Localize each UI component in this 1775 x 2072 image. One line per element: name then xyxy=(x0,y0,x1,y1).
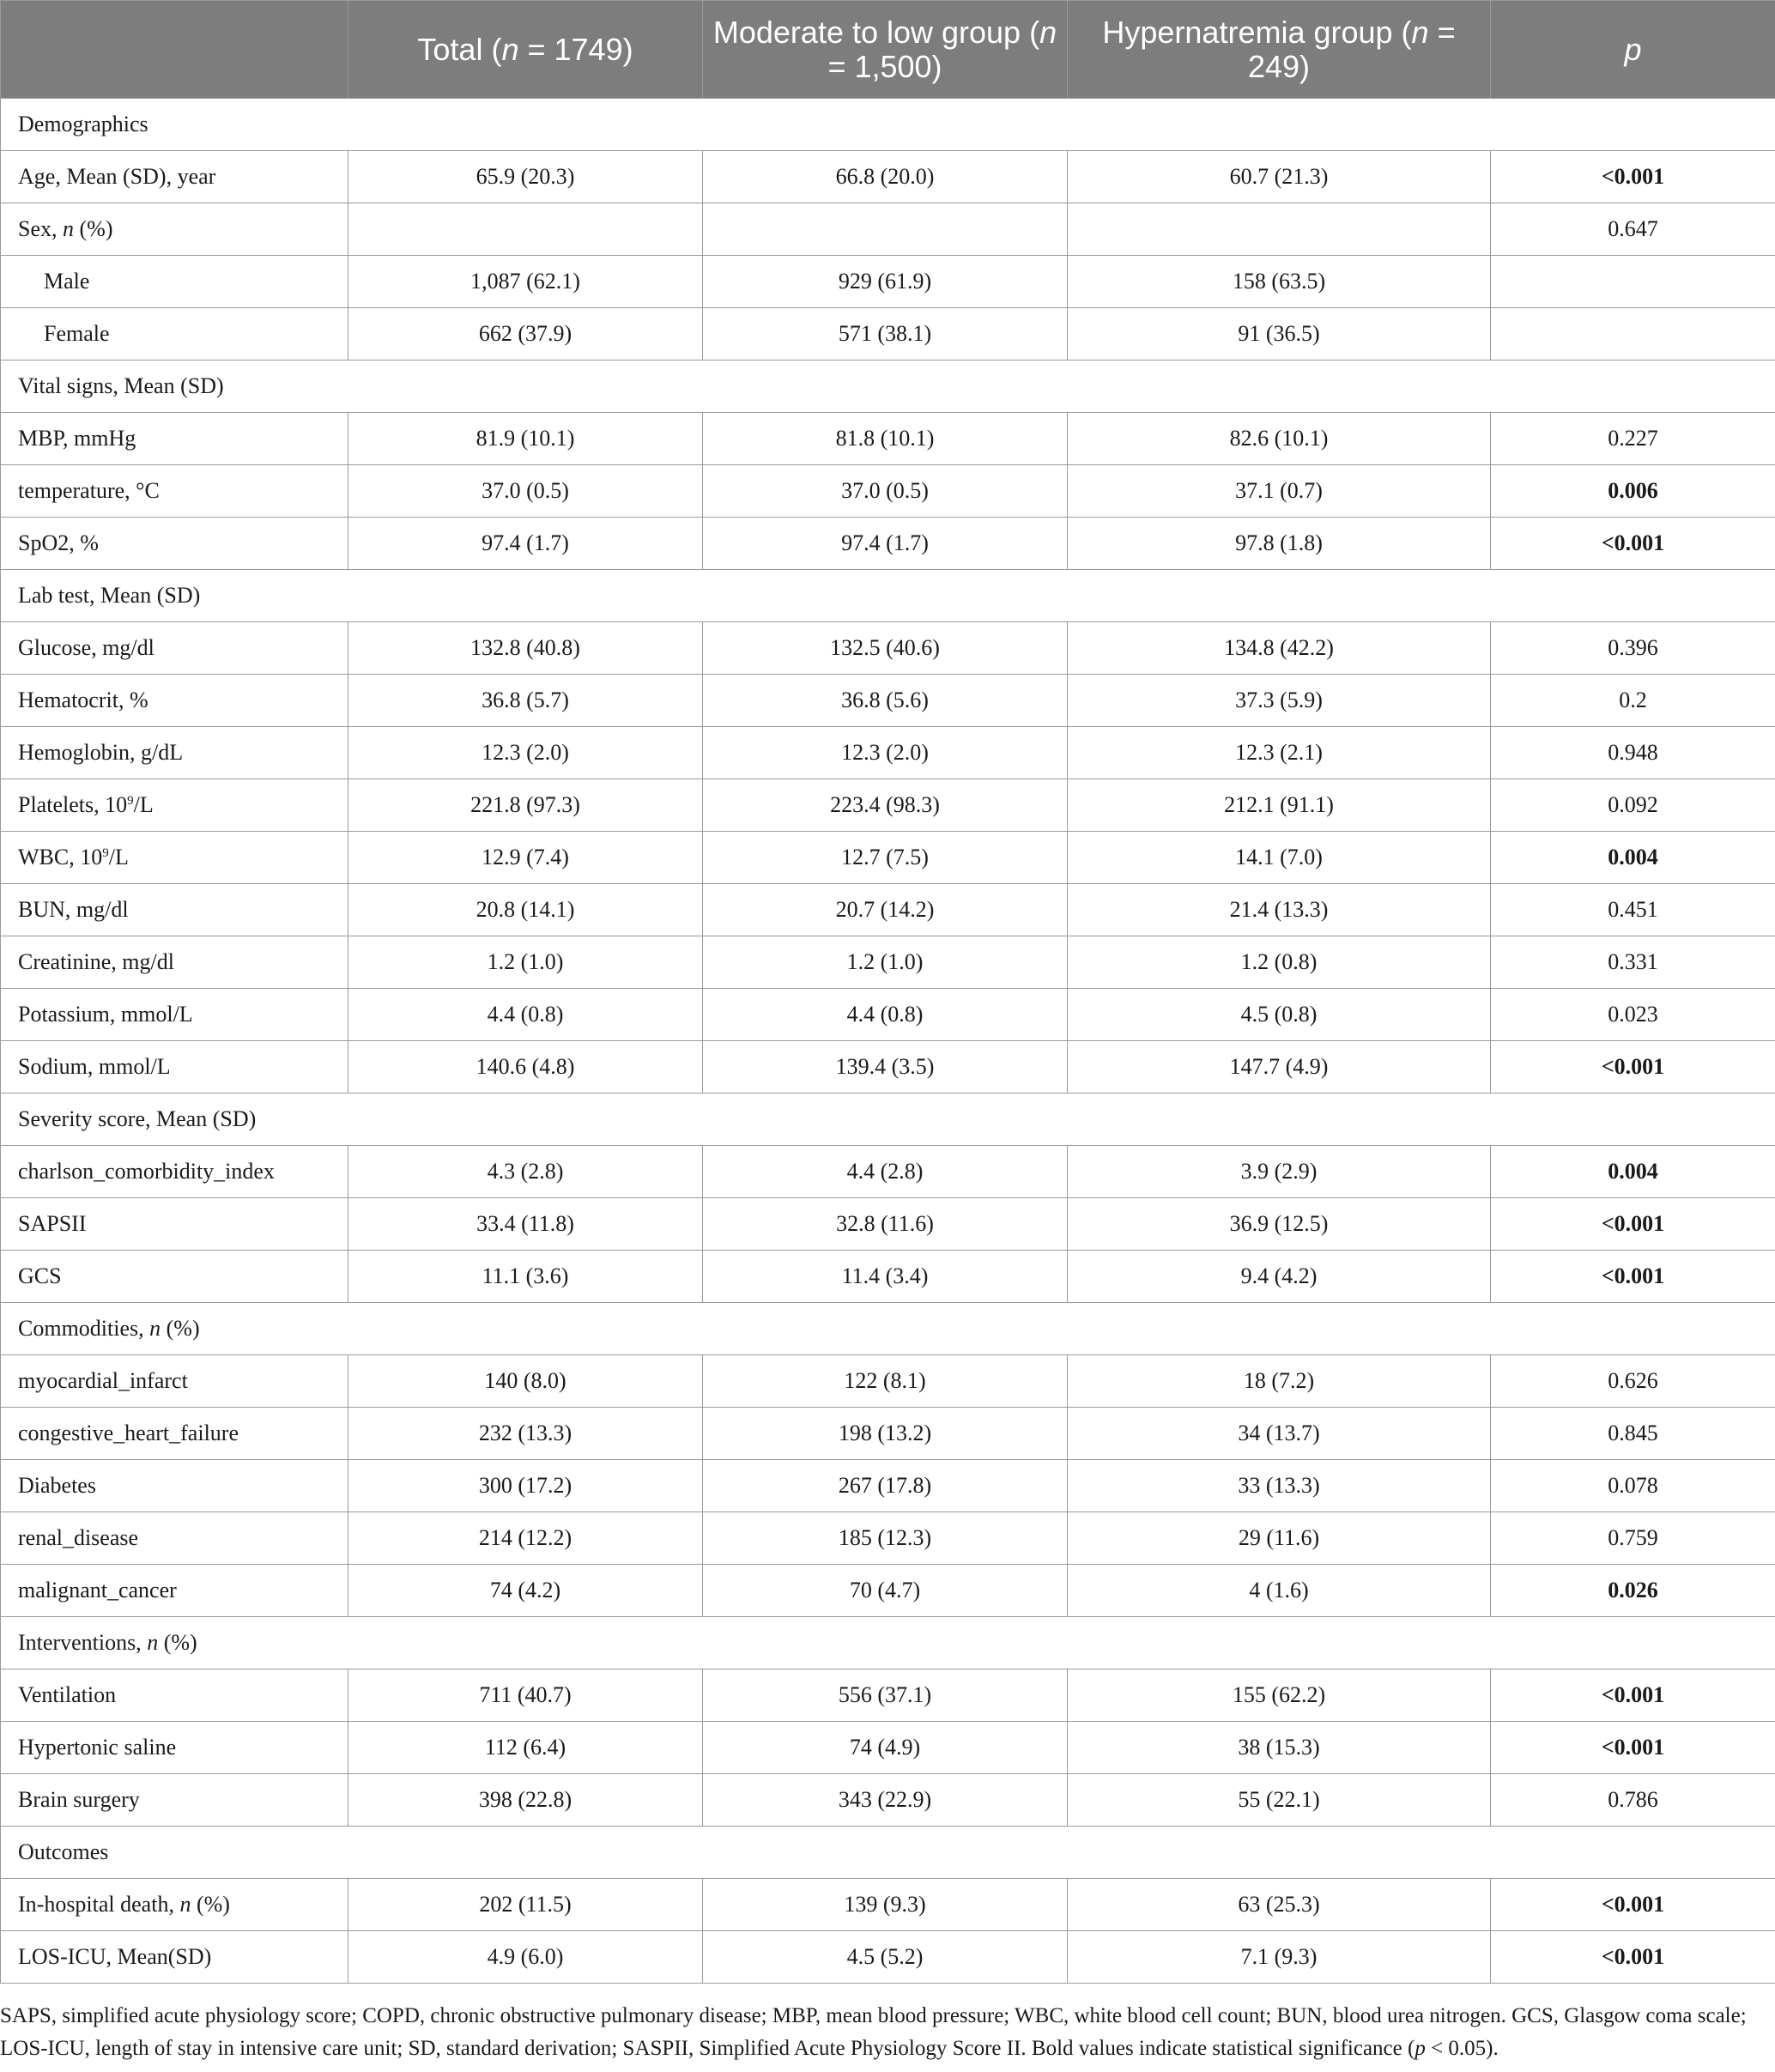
table-header xyxy=(1,1,1775,99)
label-text: BUN, mg/dl xyxy=(18,897,129,922)
cell-hyper: 55 (22.1) xyxy=(1068,1774,1491,1827)
label-suffix: (%) xyxy=(191,1892,230,1917)
cell-p: 0.626 xyxy=(1491,1355,1775,1408)
section-heading xyxy=(1,360,1775,413)
cell-hyper: 158 (63.5) xyxy=(1068,256,1491,308)
section-heading xyxy=(1,1617,1775,1669)
cell-total: 132.8 (40.8) xyxy=(348,622,703,675)
table-row xyxy=(1,727,1775,779)
row-label xyxy=(1,779,348,832)
cell-low: 1.2 (1.0) xyxy=(703,936,1068,989)
header-italic: n xyxy=(1411,14,1429,50)
cell-low: 122 (8.1) xyxy=(703,1355,1068,1408)
cell-hyper: 36.9 (12.5) xyxy=(1068,1198,1491,1251)
label-suffix: /L xyxy=(108,845,129,869)
cell-total: 4.9 (6.0) xyxy=(348,1931,703,1984)
row-label xyxy=(1,1565,348,1617)
table-body xyxy=(1,99,1775,1984)
section-row xyxy=(1,1617,1775,1669)
cell-total: 37.0 (0.5) xyxy=(348,465,703,518)
cell-hyper: 3.9 (2.9) xyxy=(1068,1146,1491,1198)
header-cell-2 xyxy=(703,1,1068,99)
cell-total: 20.8 (14.1) xyxy=(348,884,703,936)
table-row xyxy=(1,622,1775,675)
cell-low: 12.3 (2.0) xyxy=(703,727,1068,779)
cell-low: 66.8 (20.0) xyxy=(703,151,1068,203)
label-suffix: (%) xyxy=(74,216,113,241)
cell-hyper: 155 (62.2) xyxy=(1068,1669,1491,1722)
table-row xyxy=(1,1669,1775,1722)
cell-p: 0.006 xyxy=(1491,465,1775,518)
cell-p: 0.451 xyxy=(1491,884,1775,936)
cell-low: 74 (4.9) xyxy=(703,1722,1068,1774)
label-text: charlson_comorbidity_index xyxy=(18,1159,275,1184)
cell-low: 571 (38.1) xyxy=(703,308,1068,360)
cell-total: 221.8 (97.3) xyxy=(348,779,703,832)
row-label xyxy=(1,1251,348,1303)
cell-hyper: 14.1 (7.0) xyxy=(1068,832,1491,884)
cell-hyper: 4.5 (0.8) xyxy=(1068,989,1491,1041)
cell-low: 185 (12.3) xyxy=(703,1512,1068,1565)
cell-p: <0.001 xyxy=(1491,1879,1775,1931)
row-label xyxy=(1,1146,348,1198)
cell-p: 0.759 xyxy=(1491,1512,1775,1565)
label-text: Vital signs, Mean (SD) xyxy=(18,373,224,398)
cell-low: 4.4 (0.8) xyxy=(703,989,1068,1041)
cell-p: 0.004 xyxy=(1491,1146,1775,1198)
row-label xyxy=(1,989,348,1041)
cell-low: 81.8 (10.1) xyxy=(703,413,1068,465)
cell-total: 12.9 (7.4) xyxy=(348,832,703,884)
cell-low: 139.4 (3.5) xyxy=(703,1041,1068,1094)
section-heading xyxy=(1,1094,1775,1146)
label-text: Lab test, Mean (SD) xyxy=(18,583,201,608)
row-label xyxy=(1,1931,348,1984)
cell-total: 711 (40.7) xyxy=(348,1669,703,1722)
section-heading xyxy=(1,1827,1775,1879)
row-label xyxy=(1,884,348,936)
cell-p: <0.001 xyxy=(1491,1931,1775,1984)
cell-p: 0.004 xyxy=(1491,832,1775,884)
label-text: renal_disease xyxy=(18,1525,139,1550)
label-text: SpO2, % xyxy=(18,530,99,555)
cell-p xyxy=(1491,256,1775,308)
cell-hyper: 4 (1.6) xyxy=(1068,1565,1491,1617)
label-text: Hemoglobin, g/dL xyxy=(18,740,184,765)
cell-p: 0.2 xyxy=(1491,675,1775,727)
cell-total: 1.2 (1.0) xyxy=(348,936,703,989)
cell-hyper: 82.6 (10.1) xyxy=(1068,413,1491,465)
header-italic: n xyxy=(1039,14,1057,50)
label-text: Diabetes xyxy=(18,1473,96,1498)
cell-total: 81.9 (10.1) xyxy=(348,413,703,465)
label-suffix: /L xyxy=(133,792,154,817)
label-text: Commodities, xyxy=(18,1316,150,1341)
row-label xyxy=(1,151,348,203)
cell-p: 0.396 xyxy=(1491,622,1775,675)
header-text-end: = 249) xyxy=(1247,14,1456,84)
cell-hyper: 91 (36.5) xyxy=(1068,308,1491,360)
cell-total: 97.4 (1.7) xyxy=(348,518,703,570)
cell-hyper: 18 (7.2) xyxy=(1068,1355,1491,1408)
header-row xyxy=(1,1,1775,99)
row-label xyxy=(1,1722,348,1774)
table-row xyxy=(1,256,1775,308)
row-label xyxy=(1,413,348,465)
cell-total: 140 (8.0) xyxy=(348,1355,703,1408)
label-text: Hypertonic saline xyxy=(18,1735,177,1760)
section-heading xyxy=(1,1303,1775,1355)
cell-p: <0.001 xyxy=(1491,1669,1775,1722)
cell-hyper: 34 (13.7) xyxy=(1068,1408,1491,1460)
footnote-text: SAPS, simplified acute physiology score; COPD, chronic obstructive pulmonary disease; MBP, mean blood pressure; WBC, white blood cell count; BUN, blood urea nitrogen. GCS, Glasgow coma scale; LOS-ICU, length of stay in intensive care unit; SD, standard derivation; SASPII, Simplified Acute Physiology Score II. Bold values indicate statistical significance ( xyxy=(0,2004,1747,2060)
header-italic: n xyxy=(501,31,519,67)
row-label xyxy=(1,832,348,884)
cell-low: 12.7 (7.5) xyxy=(703,832,1068,884)
table-row xyxy=(1,413,1775,465)
label-text: Interventions, xyxy=(18,1630,148,1655)
cell-hyper: 212.1 (91.1) xyxy=(1068,779,1491,832)
cell-p: 0.092 xyxy=(1491,779,1775,832)
table-row xyxy=(1,884,1775,936)
label-text: Potassium, mmol/L xyxy=(18,1002,193,1027)
label-text: Female xyxy=(44,321,110,346)
cell-total: 398 (22.8) xyxy=(348,1774,703,1827)
cell-p: <0.001 xyxy=(1491,518,1775,570)
cell-hyper: 33 (13.3) xyxy=(1068,1460,1491,1512)
cell-hyper: 38 (15.3) xyxy=(1068,1722,1491,1774)
cell-p: <0.001 xyxy=(1491,1251,1775,1303)
cell-total: 232 (13.3) xyxy=(348,1408,703,1460)
table-row xyxy=(1,203,1775,256)
cell-total: 65.9 (20.3) xyxy=(348,151,703,203)
table-row xyxy=(1,675,1775,727)
cell-low: 4.5 (5.2) xyxy=(703,1931,1068,1984)
cell-total: 1,087 (62.1) xyxy=(348,256,703,308)
cell-total: 33.4 (11.8) xyxy=(348,1198,703,1251)
label-text: myocardial_infarct xyxy=(18,1368,188,1393)
cell-low: 223.4 (98.3) xyxy=(703,779,1068,832)
cell-p: 0.227 xyxy=(1491,413,1775,465)
table-row xyxy=(1,989,1775,1041)
section-row xyxy=(1,1827,1775,1879)
row-label xyxy=(1,518,348,570)
label-text: temperature, °C xyxy=(18,478,160,503)
cell-hyper: 37.3 (5.9) xyxy=(1068,675,1491,727)
cell-p: 0.026 xyxy=(1491,1565,1775,1617)
cell-total: 36.8 (5.7) xyxy=(348,675,703,727)
cell-low: 36.8 (5.6) xyxy=(703,675,1068,727)
label-text: Sodium, mmol/L xyxy=(18,1054,171,1079)
row-label xyxy=(1,622,348,675)
cell-hyper: 1.2 (0.8) xyxy=(1068,936,1491,989)
label-text: Platelets, 10 xyxy=(18,792,128,817)
cell-hyper: 60.7 (21.3) xyxy=(1068,151,1491,203)
cell-low: 139 (9.3) xyxy=(703,1879,1068,1931)
cell-p: 0.331 xyxy=(1491,936,1775,989)
header-cell-3 xyxy=(1068,1,1491,99)
row-label xyxy=(1,1198,348,1251)
cell-total: 11.1 (3.6) xyxy=(348,1251,703,1303)
section-row xyxy=(1,1303,1775,1355)
cell-total: 214 (12.2) xyxy=(348,1512,703,1565)
cell-p: <0.001 xyxy=(1491,1198,1775,1251)
table-row xyxy=(1,1931,1775,1984)
label-superscript: 9 xyxy=(127,794,134,808)
row-label xyxy=(1,1408,348,1460)
table-row xyxy=(1,1251,1775,1303)
label-text: Sex, xyxy=(18,216,63,241)
label-text: GCS xyxy=(18,1263,62,1288)
label-superscript: 9 xyxy=(102,846,109,860)
label-text: congestive_heart_failure xyxy=(18,1421,239,1445)
row-label xyxy=(1,1355,348,1408)
row-label xyxy=(1,1774,348,1827)
label-text: Severity score, Mean (SD) xyxy=(18,1106,257,1131)
cell-total: 202 (11.5) xyxy=(348,1879,703,1931)
table-row xyxy=(1,1460,1775,1512)
label-text: MBP, mmHg xyxy=(18,426,136,451)
table-row xyxy=(1,1408,1775,1460)
table-row xyxy=(1,1355,1775,1408)
cell-low xyxy=(703,203,1068,256)
cell-p xyxy=(1491,308,1775,360)
row-label xyxy=(1,675,348,727)
label-italic: n xyxy=(63,216,74,241)
cell-hyper xyxy=(1068,203,1491,256)
cell-low: 97.4 (1.7) xyxy=(703,518,1068,570)
cell-total: 4.4 (0.8) xyxy=(348,989,703,1041)
row-label xyxy=(1,308,348,360)
row-label xyxy=(1,465,348,518)
header-text-end: = 1749) xyxy=(518,31,633,67)
header-cell-4 xyxy=(1491,1,1775,99)
cell-low: 32.8 (11.6) xyxy=(703,1198,1068,1251)
label-text: In-hospital death, xyxy=(18,1892,180,1917)
label-text: Brain surgery xyxy=(18,1787,140,1812)
cell-hyper: 9.4 (4.2) xyxy=(1068,1251,1491,1303)
table-row xyxy=(1,1041,1775,1094)
label-text: WBC, 10 xyxy=(18,845,103,869)
table-row xyxy=(1,1198,1775,1251)
section-row xyxy=(1,360,1775,413)
cell-p: 0.078 xyxy=(1491,1460,1775,1512)
cell-p: 0.647 xyxy=(1491,203,1775,256)
footnote-p-symbol: p xyxy=(1415,2037,1426,2060)
footnote-text-end: < 0.05). xyxy=(1425,2037,1499,2060)
label-text: Age, Mean (SD), year xyxy=(18,164,216,189)
label-text: Glucose, mg/dl xyxy=(18,635,154,660)
cell-low: 132.5 (40.6) xyxy=(703,622,1068,675)
table-footnote xyxy=(0,2000,1760,2065)
row-label xyxy=(1,1460,348,1512)
cell-hyper: 7.1 (9.3) xyxy=(1068,1931,1491,1984)
table-row xyxy=(1,1146,1775,1198)
label-text: Male xyxy=(44,269,90,294)
cell-low: 20.7 (14.2) xyxy=(703,884,1068,936)
section-row xyxy=(1,1094,1775,1146)
label-italic: n xyxy=(147,1630,159,1655)
table-row xyxy=(1,832,1775,884)
section-row xyxy=(1,570,1775,622)
table-row xyxy=(1,1565,1775,1617)
cell-hyper: 97.8 (1.8) xyxy=(1068,518,1491,570)
header-text-end: = 1,500) xyxy=(827,48,942,84)
table-row xyxy=(1,1774,1775,1827)
cell-p: 0.023 xyxy=(1491,989,1775,1041)
header-text: Total ( xyxy=(417,31,502,67)
cell-p: 0.948 xyxy=(1491,727,1775,779)
table-row xyxy=(1,518,1775,570)
cell-hyper: 29 (11.6) xyxy=(1068,1512,1491,1565)
row-label xyxy=(1,1512,348,1565)
cell-hyper: 134.8 (42.2) xyxy=(1068,622,1491,675)
cell-total xyxy=(348,203,703,256)
cell-p: <0.001 xyxy=(1491,151,1775,203)
cell-low: 11.4 (3.4) xyxy=(703,1251,1068,1303)
cell-hyper: 12.3 (2.1) xyxy=(1068,727,1491,779)
cell-p: <0.001 xyxy=(1491,1722,1775,1774)
header-text: Hypernatremia group ( xyxy=(1102,14,1412,50)
cell-hyper: 147.7 (4.9) xyxy=(1068,1041,1491,1094)
cell-p: 0.786 xyxy=(1491,1774,1775,1827)
cell-p: 0.845 xyxy=(1491,1408,1775,1460)
cell-hyper: 21.4 (13.3) xyxy=(1068,884,1491,936)
label-text: Outcomes xyxy=(18,1839,109,1864)
section-row xyxy=(1,99,1775,151)
cell-hyper: 37.1 (0.7) xyxy=(1068,465,1491,518)
row-label xyxy=(1,256,348,308)
label-text: SAPSII xyxy=(18,1211,87,1236)
header-text: Moderate to low group ( xyxy=(712,14,1040,50)
table-row xyxy=(1,1512,1775,1565)
section-heading xyxy=(1,570,1775,622)
table-row xyxy=(1,151,1775,203)
label-text: Demographics xyxy=(18,112,148,136)
cell-low: 343 (22.9) xyxy=(703,1774,1068,1827)
label-text: Creatinine, mg/dl xyxy=(18,949,174,974)
cell-total: 140.6 (4.8) xyxy=(348,1041,703,1094)
label-text: Ventilation xyxy=(18,1682,117,1707)
label-suffix: (%) xyxy=(158,1630,197,1655)
cell-hyper: 63 (25.3) xyxy=(1068,1879,1491,1931)
label-text: Hematocrit, % xyxy=(18,688,148,712)
label-italic: n xyxy=(179,1892,191,1917)
row-label xyxy=(1,1041,348,1094)
cell-low: 556 (37.1) xyxy=(703,1669,1068,1722)
cell-low: 267 (17.8) xyxy=(703,1460,1068,1512)
label-italic: n xyxy=(149,1316,161,1341)
cell-low: 70 (4.7) xyxy=(703,1565,1068,1617)
row-label xyxy=(1,936,348,989)
cell-total: 112 (6.4) xyxy=(348,1722,703,1774)
cell-total: 662 (37.9) xyxy=(348,308,703,360)
cell-total: 74 (4.2) xyxy=(348,1565,703,1617)
table-row xyxy=(1,308,1775,360)
cell-low: 929 (61.9) xyxy=(703,256,1068,308)
section-heading xyxy=(1,99,1775,151)
cell-low: 37.0 (0.5) xyxy=(703,465,1068,518)
row-label xyxy=(1,203,348,256)
cell-total: 12.3 (2.0) xyxy=(348,727,703,779)
cell-p: <0.001 xyxy=(1491,1041,1775,1094)
cell-total: 4.3 (2.8) xyxy=(348,1146,703,1198)
header-cell-1 xyxy=(348,1,703,99)
cell-total: 300 (17.2) xyxy=(348,1460,703,1512)
header-cell-empty xyxy=(1,1,348,99)
cell-low: 198 (13.2) xyxy=(703,1408,1068,1460)
cell-low: 4.4 (2.8) xyxy=(703,1146,1068,1198)
table-row xyxy=(1,1879,1775,1931)
row-label xyxy=(1,727,348,779)
row-label xyxy=(1,1879,348,1931)
table-row xyxy=(1,465,1775,518)
row-label xyxy=(1,1669,348,1722)
table-row xyxy=(1,1722,1775,1774)
table-row xyxy=(1,779,1775,832)
label-text: LOS-ICU, Mean(SD) xyxy=(18,1944,212,1969)
label-suffix: (%) xyxy=(161,1316,200,1341)
table-row xyxy=(1,936,1775,989)
header-italic: p xyxy=(1624,31,1642,67)
label-text: malignant_cancer xyxy=(18,1578,177,1602)
